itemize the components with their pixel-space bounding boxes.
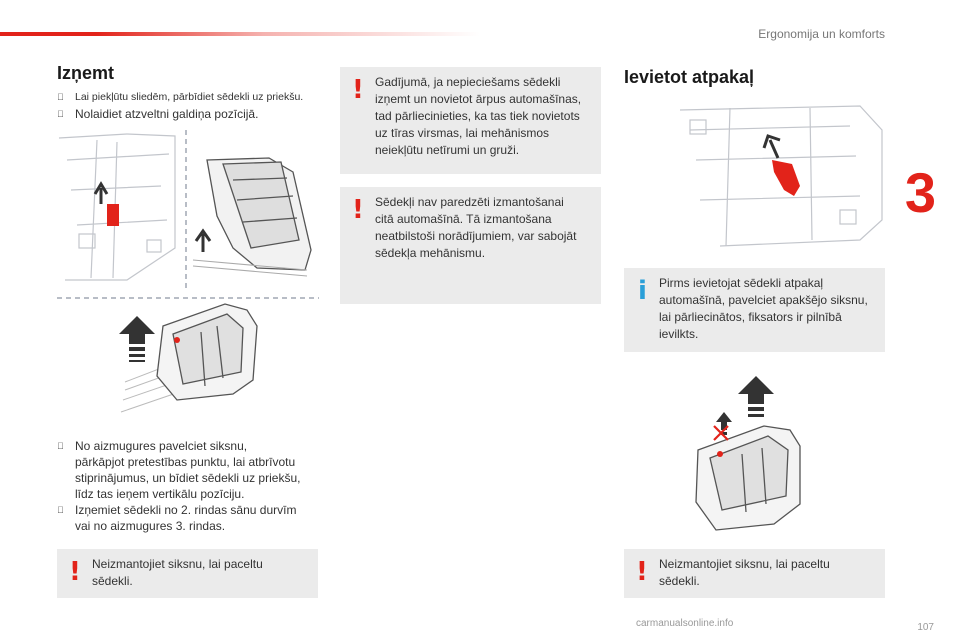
- warning-line: izņemt un novietot ārpus automašīnas,: [375, 92, 582, 106]
- warning-line: Gadījumā, ja nepieciešams sēdekli: [375, 75, 561, 89]
- large-arrow-up-icon: [119, 316, 155, 362]
- warning-text: [659, 556, 830, 590]
- bullet-text: Nolaidiet atzveltni galdiņa pozīcijā.: [75, 107, 259, 121]
- bullet-item: [57, 438, 300, 502]
- warning-icon: !: [352, 195, 364, 225]
- bullet-text-line: pārkāpjot pretestības punktu, lai atbrīvotu: [75, 455, 296, 469]
- info-line: lai pārliecinātos, fiksators ir pilnībā: [659, 310, 842, 324]
- bullet-text-block: [75, 502, 296, 534]
- bullet-marker: [57, 502, 75, 518]
- arrow-up-icon: [95, 184, 107, 204]
- bullet-text-line: vai no aizmugures 3. rindas.: [75, 519, 226, 533]
- section-title-reinstall: Ievietot atpakaļ: [624, 67, 755, 87]
- warning-icon: !: [69, 557, 81, 587]
- info-icon: i: [638, 276, 647, 306]
- warning-line: uz tīras virsmas, lai mehānismos: [375, 126, 550, 140]
- seat-removal-illustration: [57, 130, 319, 432]
- page-number: 107: [917, 622, 934, 633]
- warning-line: neatbilstoši norādījumiem, var sabojāt: [375, 229, 577, 243]
- warning-box: [624, 549, 885, 598]
- warning-box: [340, 67, 601, 174]
- bullet-text: Lai piekļūtu sliedēm, pārbīdiet sēdekli uz priekšu.: [75, 91, 304, 103]
- section-title-remove: Izņemt: [57, 63, 115, 83]
- warning-line: sēdekļa mehānismu.: [375, 246, 486, 260]
- strap-highlight: [772, 160, 800, 196]
- seat-reinstall-illustration: [624, 364, 885, 536]
- warning-box: [340, 187, 601, 304]
- info-line: Pirms ievietojat sēdekli atpakaļ: [659, 276, 824, 290]
- header-accent-bar: [0, 32, 480, 36]
- warning-line: Neizmantojiet siksnu, lai paceltu: [659, 557, 830, 571]
- warning-line: sēdekli.: [92, 574, 133, 588]
- info-line: automašīnā, pavelciet apakšējo siksnu,: [659, 293, 868, 307]
- watermark: carmanualsonline.info: [636, 618, 734, 629]
- bullet-marker: [57, 89, 75, 105]
- bullet-text-block: [75, 438, 300, 502]
- warning-line: Neizmantojiet siksnu, lai paceltu: [92, 557, 263, 571]
- warning-icon: !: [636, 557, 648, 587]
- bullet-item: [57, 502, 296, 534]
- warning-line: tad pārliecinieties, ka tas tiek novietots: [375, 109, 580, 123]
- info-box: [624, 268, 885, 352]
- warning-line: Sēdekļi nav paredzēti izmantošanai: [375, 195, 564, 209]
- chapter-title: Ergonomija un komforts: [758, 27, 885, 41]
- warning-line: sēdekli.: [659, 574, 700, 588]
- strap-highlight: [107, 204, 119, 226]
- arrow-up-icon: [764, 136, 780, 158]
- bullet-marker: [57, 438, 75, 454]
- info-text: [659, 275, 868, 343]
- warning-text: [375, 74, 581, 159]
- bullet-marker: [57, 106, 75, 122]
- chapter-number: 3: [904, 161, 936, 224]
- info-line: ievilkts.: [659, 327, 699, 341]
- warning-text: [92, 556, 263, 590]
- bullet-text-line: līdz tas ieņem vertikālu pozīciju.: [75, 487, 245, 501]
- warning-line: neiekļūtu netīrumi un gruži.: [375, 143, 520, 157]
- warning-text: [375, 194, 576, 262]
- warning-box: [57, 549, 318, 598]
- bullet-item: [57, 89, 303, 105]
- bullet-text-line: Izņemiet sēdekli no 2. rindas sānu durvīm: [75, 503, 297, 517]
- bullet-text-line: No aizmugures pavelciet siksnu,: [75, 439, 248, 453]
- warning-icon: !: [352, 75, 364, 105]
- large-arrow-up-icon: [738, 376, 774, 417]
- strap-illustration: [660, 100, 885, 248]
- arrow-up-icon: [196, 231, 210, 252]
- warning-line: citā automašīnā. Tā izmantošana: [375, 212, 552, 226]
- bullet-item: [57, 106, 258, 122]
- bullet-text-line: stiprinājumus, un bīdiet sēdekli uz priekšu,: [75, 471, 301, 485]
